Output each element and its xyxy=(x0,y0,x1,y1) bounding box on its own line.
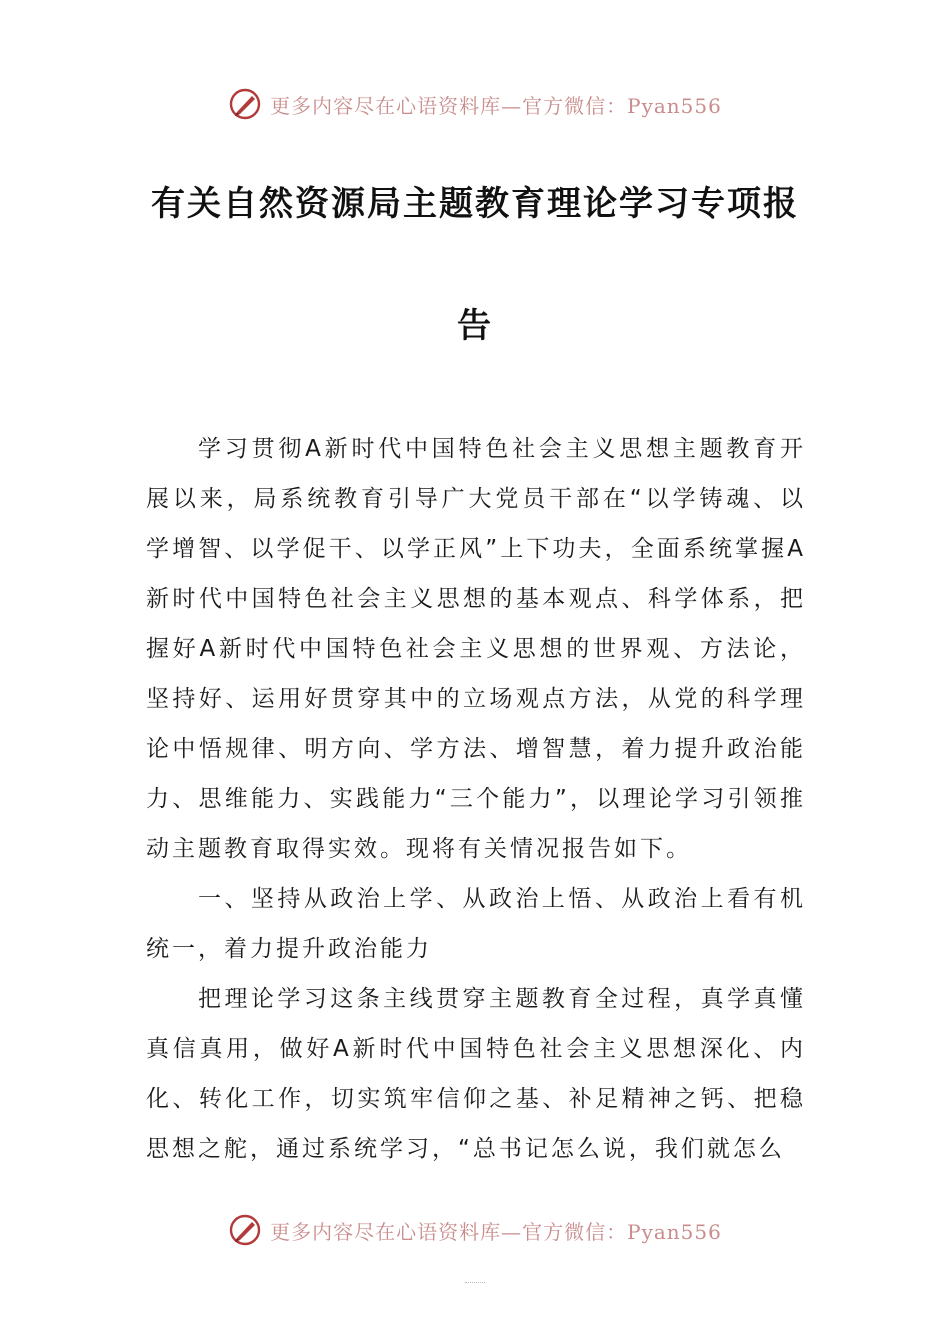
paragraph-section-body: 把理论学习这条主线贯穿主题教育全过程，真学真懂真信真用，做好A新时代中国特色社会主义思想深化、内化、转化工作，切实筑牢信仰之基、补足精神之钙、把稳思想之舵，通过系统学习，“总书记怎么说，我们就怎么 xyxy=(146,986,806,1162)
pen-logo-icon xyxy=(228,1213,262,1247)
page-footer-mark xyxy=(465,1282,485,1289)
watermark-text: 更多内容尽在心语资料库—官方微信：Pyan556 xyxy=(270,1219,722,1244)
document-body xyxy=(146,424,806,1174)
watermark-text: 更多内容尽在心语资料库—官方微信：Pyan556 xyxy=(270,93,722,118)
header-watermark xyxy=(0,84,950,124)
pen-logo-icon xyxy=(228,87,262,121)
document-title-line-2: 告 xyxy=(457,306,493,346)
document-title-line-1: 有关自然资源局主题教育理论学习专项报 xyxy=(151,184,799,224)
footer-watermark xyxy=(0,1210,950,1250)
paragraph-section-heading: 一、坚持从政治上学、从政治上悟、从政治上看有机统一，着力提升政治能力 xyxy=(146,886,806,962)
paragraph-intro: 学习贯彻A新时代中国特色社会主义思想主题教育开展以来，局系统教育引导广大党员干部在“以学铸魂、以学增智、以学促干、以学正风”上下功夫，全面系统掌握A新时代中国特色社会主义思想的基本观点、科学体系，把握好A新时代中国特色社会主义思想的世界观、方法论，坚持好、运用好贯穿其中的立场观点方法，从党的科学理论中悟规律、明方向、学方法、增智慧，着力提升政治能力、思维能力、实践能力“三个能力”，以理论学习引领推动主题教育取得实效。现将有关情况报告如下。 xyxy=(146,436,806,862)
